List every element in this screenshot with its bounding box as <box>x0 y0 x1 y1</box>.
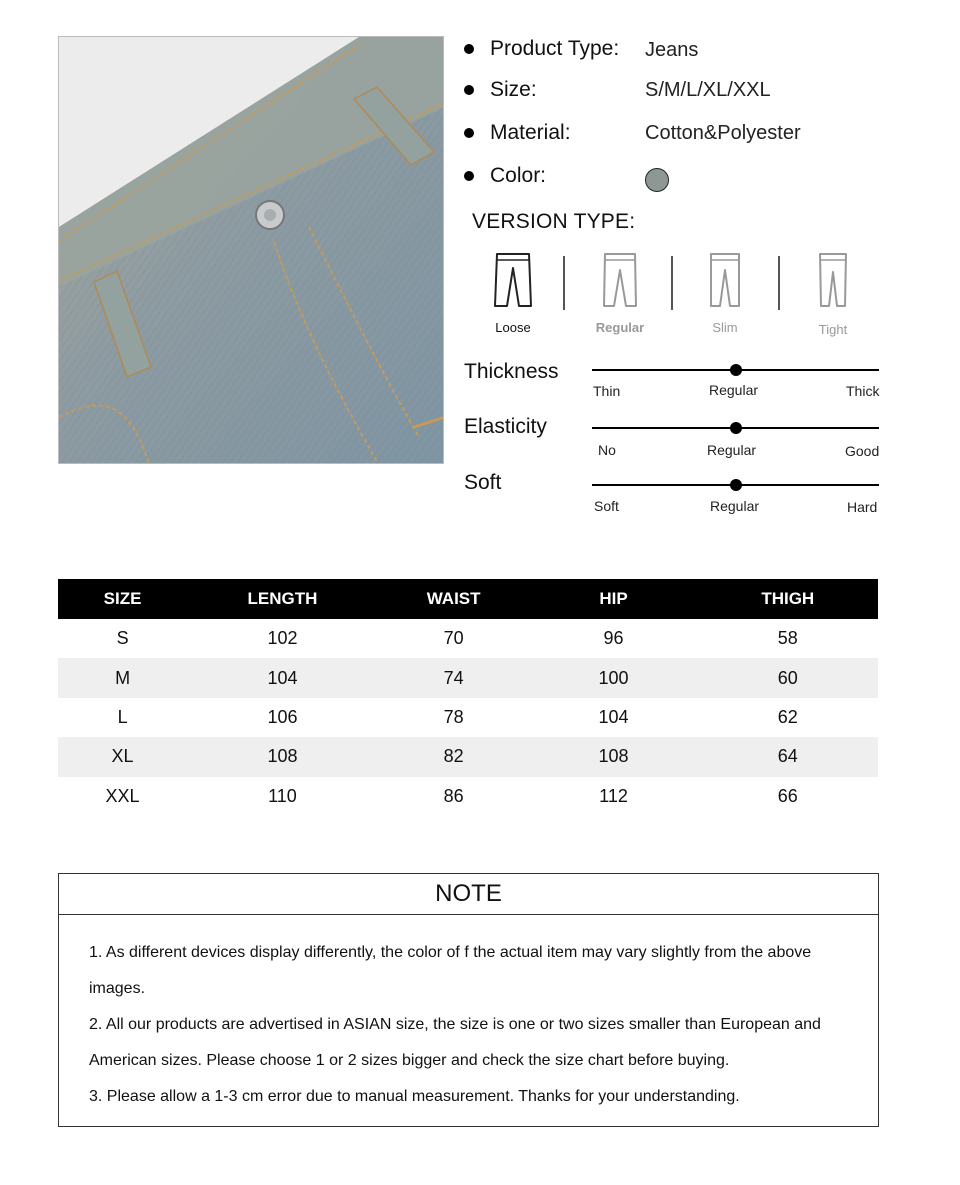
scale-tick-right: Good <box>845 443 880 459</box>
scale-tick-left: No <box>598 442 616 458</box>
tight-pants-icon <box>813 252 853 308</box>
note-item: 3. Please allow a 1-3 cm error due to manual measurement. Thanks for your understanding. <box>89 1088 740 1105</box>
table-row <box>58 658 878 697</box>
spec-label: Size: <box>490 78 537 101</box>
table-cell: 66 <box>777 785 798 806</box>
col-header-length: LENGTH <box>187 579 378 619</box>
spec-material <box>464 118 571 148</box>
col-header-size: SIZE <box>58 579 187 619</box>
slim-pants-icon <box>705 252 745 308</box>
divider <box>671 256 673 310</box>
bullet-icon <box>464 171 474 181</box>
version-label: Tight <box>818 322 848 337</box>
elasticity-knob <box>730 422 742 434</box>
table-row <box>58 737 878 776</box>
scale-tick-middle: Regular <box>707 442 757 458</box>
thickness-knob <box>730 364 742 376</box>
table-cell: 64 <box>698 737 878 776</box>
note-title: NOTE <box>59 874 878 915</box>
table-cell: 78 <box>443 706 464 727</box>
soft-knob <box>730 479 742 491</box>
table-cell: 102 <box>267 628 298 649</box>
divider <box>778 256 780 310</box>
spec-label: Material: <box>490 121 571 144</box>
table-cell: 62 <box>777 706 798 727</box>
note-body <box>59 915 878 1115</box>
scale-tick-right: Thick <box>846 383 880 399</box>
table-cell: 58 <box>777 628 798 649</box>
table-cell: XXL <box>105 785 140 806</box>
regular-pants-icon <box>600 252 640 308</box>
spec-material-value: Cotton&Polyester <box>645 122 801 144</box>
bullet-icon <box>464 128 474 138</box>
table-cell: 104 <box>598 706 629 727</box>
table-cell: 96 <box>603 628 624 649</box>
spec-label: Product Type: <box>490 37 620 60</box>
col-header-hip: HIP <box>529 579 697 619</box>
spec-size <box>464 75 537 105</box>
bullet-icon <box>464 85 474 95</box>
table-cell: 108 <box>187 737 378 776</box>
table-cell: 60 <box>698 658 878 697</box>
jeans-photo-image <box>59 37 444 464</box>
table-row <box>58 698 878 737</box>
table-cell: S <box>116 628 129 649</box>
bullet-icon <box>464 44 474 54</box>
spec-size-value: S/M/L/XL/XXL <box>645 79 771 101</box>
scale-label-elasticity: Elasticity <box>464 415 547 438</box>
scale-tick-left: Soft <box>594 498 619 514</box>
col-header-waist: WAIST <box>378 579 530 619</box>
scale-tick-middle: Regular <box>710 498 760 514</box>
table-cell: XL <box>58 737 187 776</box>
scale-label-thickness: Thickness <box>464 360 559 383</box>
color-swatch <box>645 168 669 192</box>
product-photo <box>58 36 444 464</box>
version-label: Regular <box>595 320 645 335</box>
table-cell: 86 <box>443 785 464 806</box>
version-label: Loose <box>495 320 531 335</box>
scale-tick-left: Thin <box>593 383 621 399</box>
note-box <box>58 873 879 1127</box>
version-tight <box>793 252 873 337</box>
table-cell: 82 <box>378 737 530 776</box>
table-cell: 110 <box>268 785 297 806</box>
table-cell: 112 <box>599 785 628 806</box>
table-cell: M <box>58 658 187 697</box>
spec-color <box>464 161 546 191</box>
table-cell: 106 <box>267 706 298 727</box>
table-row <box>58 777 878 816</box>
divider <box>563 256 565 310</box>
table-cell: 74 <box>378 658 530 697</box>
loose-pants-icon <box>493 252 533 308</box>
version-slim <box>685 252 765 335</box>
table-header-row <box>58 579 878 619</box>
version-loose <box>473 252 553 335</box>
table-cell: L <box>117 706 128 727</box>
table-cell: 100 <box>529 658 697 697</box>
size-chart-table <box>58 579 878 816</box>
spec-label: Color: <box>490 164 547 187</box>
scale-tick-middle: Regular <box>709 382 759 398</box>
col-header-thigh: THIGH <box>698 579 878 619</box>
version-regular <box>580 252 660 335</box>
scale-label-soft: Soft <box>464 471 502 494</box>
table-cell: 108 <box>529 737 697 776</box>
spec-product-type <box>464 34 619 64</box>
note-item: 2. All our products are advertised in ASIAN size, the size is one or two sizes smaller than European and American sizes. Please choose 1 or 2 sizes bigger and check the size chart before buying. <box>89 1016 821 1069</box>
table-cell: 70 <box>443 628 464 649</box>
scale-tick-right: Hard <box>847 499 878 515</box>
spec-product-type-value: Jeans <box>645 39 699 61</box>
version-label: Slim <box>712 320 738 335</box>
table-cell: 104 <box>187 658 378 697</box>
table-row <box>58 619 878 658</box>
version-type-title: VERSION TYPE: <box>472 210 636 233</box>
note-item: 1. As different devices display differently, the color of f the actual item may vary slightly from the above images. <box>89 944 812 997</box>
